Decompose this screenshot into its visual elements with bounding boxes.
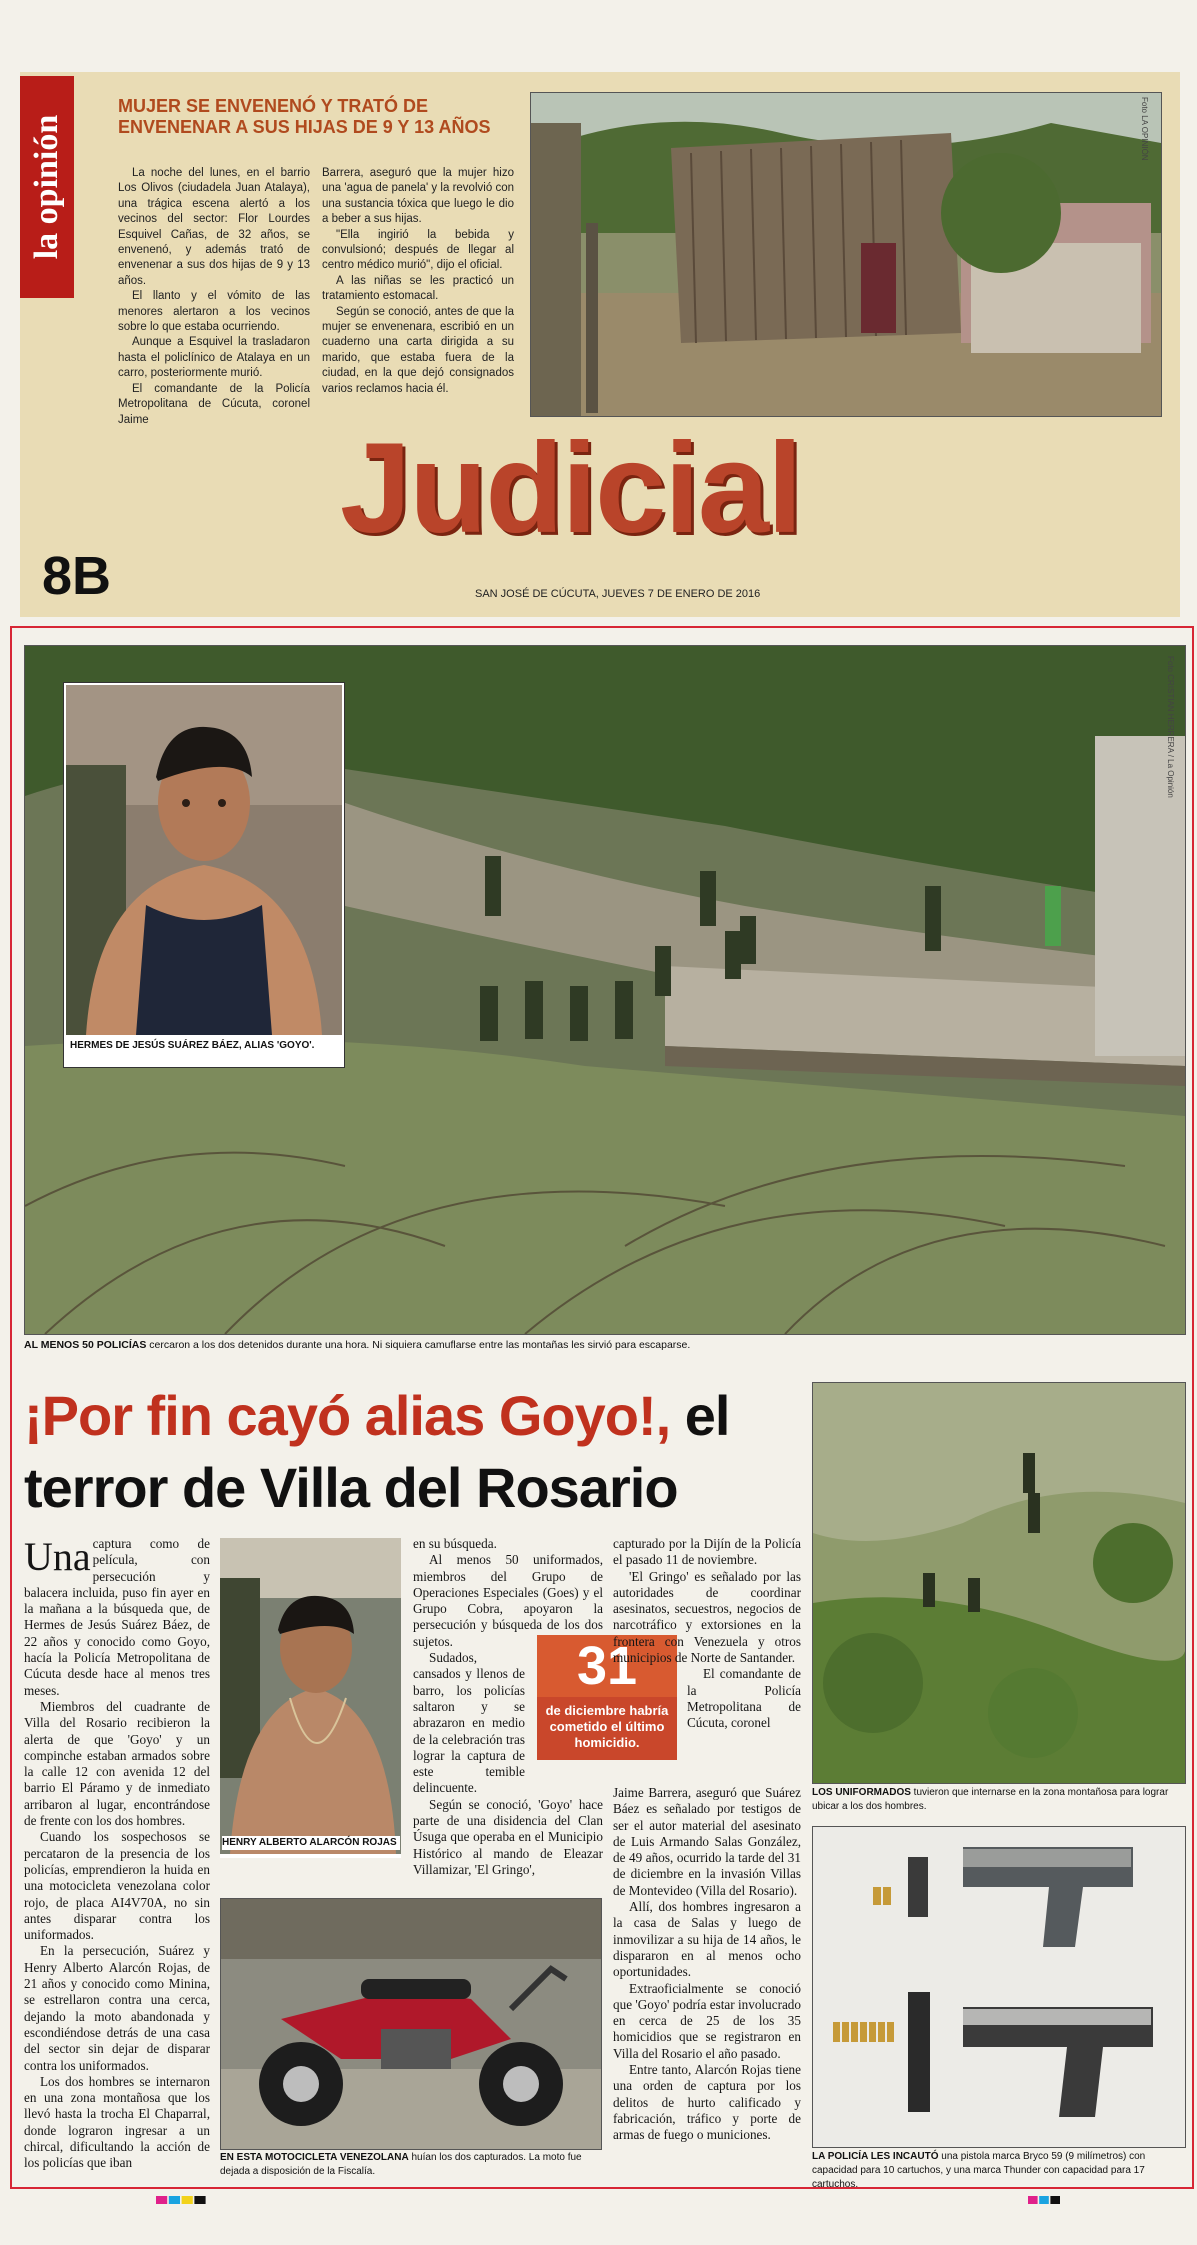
caption-text: cercaron a los dos detenidos durante una hora. Ni siquiera camuflarse entre las montañas les sirvió para escaparse. <box>149 1339 691 1351</box>
paragraph: "Ella ingirió la bebida y convulsionó; después de llegar al centro médico murió", dijo el oficial. <box>322 228 514 272</box>
article-column-1 <box>24 1536 210 2172</box>
paragraph: En la persecución, Suárez y Henry Alberto Alarcón Rojas, de 21 años y conocido como Minina, se estrellaron contra una cerca, dejando la moto abandonada y escondiéndose detrás de una casa del sector sin dejar de disparar contra los uniformados. <box>24 1943 210 2073</box>
caption-lead: LA POLICÍA LES INCAUTÓ <box>812 2151 939 2162</box>
paragraph: en su búsqueda. <box>413 1536 497 1551</box>
weapons-caption <box>812 2150 1184 2192</box>
paragraph: El llanto y el vómito de las menores alertaron a los vecinos sobre lo que estaba ocurriendo. <box>118 290 310 334</box>
paragraph: Entre tanto, Alarcón Rojas tiene una orden de captura por los delitos de hurto calificado y fabricación, tráfico y porte de armas de fuego o municiones. <box>613 2062 801 2143</box>
motorcycle-illustration <box>221 1899 601 2149</box>
photo-credit: Foto CRISTIAN HERRERA / La Opinión <box>1166 656 1175 798</box>
paragraph: Aunque a Esquivel la trasladaron hasta el policlínico de Atalaya en un carro, posteriormente murió. <box>118 336 310 380</box>
paragraph: capturado por la Dijín de la Policía el pasado 11 de noviembre. <box>613 1536 801 1568</box>
paragraph: La noche del lunes, en el barrio Los Olivos (ciudadela Juan Atalaya), una trágica escena alertó a los vecinos del sector: Flor Lourdes Esquivel Cañas, de 32 años, se envenenó, y además trató de envenenar a sus dos hijas de 9 y 13 años. <box>118 167 310 287</box>
pull-quote-text: de diciembre habría cometido el último homicidio. <box>545 1703 669 1750</box>
paragraph: A las niñas se les practicó un tratamiento estomacal. <box>322 274 514 303</box>
drop-cap: Una <box>24 1534 91 1579</box>
top-story-column-1 <box>118 166 310 428</box>
paragraph: Según se conoció, antes de que la mujer se envenenara, escribió en un cuaderno una carta dirigida a su marido, que estaba fuera de la ciudad, en la que dejó consignados varios reclamos hacia él. <box>322 305 514 395</box>
dateline: SAN JOSÉ DE CÚCUTA, JUEVES 7 DE ENERO DE 2016 <box>475 588 761 600</box>
weapons-photo <box>812 1826 1186 2148</box>
caption-text: huían los dos capturados. La moto fue dejada a disposición de la Fiscalía. <box>220 2152 582 2177</box>
hillside-illustration <box>813 1383 1185 1783</box>
weapons-illustration <box>813 1827 1185 2147</box>
henry-portrait <box>220 1538 401 1854</box>
shack-illustration <box>531 93 1161 416</box>
goyo-portrait <box>66 685 342 1035</box>
hero-caption <box>24 1338 1024 1352</box>
paragraph: Los dos hombres se internaron en una zona montañosa que los llevó hasta la trocha El Chaparral, donde lograron ingresar a un chircal, dificultando la acción de los policías que iban <box>24 2073 210 2171</box>
paragraph: El comandante de la Policía Metropolitana de Cúcuta, coronel <box>687 1666 801 1731</box>
top-story-headline: MUJER SE ENVENENÓ Y TRATÓ DE ENVENENAR A SUS HIJAS DE 9 Y 13 AÑOS <box>118 96 491 137</box>
article-column-3-bottom <box>613 1785 801 2144</box>
paragraph: Miembros del cuadrante de Villa del Rosario recibieron la alerta de que 'Goyo' y un compinche estaban armados sobre la calle 12 con avenida 12 del barrio El Páramo y de inmediato arribaron al lugar, encontrándose de frente con los dos hombres. <box>24 1698 210 1829</box>
paragraph: Jaime Barrera, aseguró que Suárez Báez es señalado por testigos de ser el autor material del asesinato de Luis Armando Salas González, de 49 años, ocurrido la tarde del 31 de diciembre en la invasión Villas de Montevideo (Villa del Rosario). <box>613 1785 801 1898</box>
paragraph: Barrera, aseguró que la mujer hizo una 'agua de panela' y la revolvió con una sustancia tóxica que luego le dio a beber a sus hijas. <box>322 167 514 226</box>
headline-red-part: ¡Por fin cayó alias Goyo!, <box>24 1384 671 1447</box>
article-headline <box>24 1380 804 1524</box>
color-registration-bar <box>24 2196 1184 2204</box>
shack-photo <box>530 92 1162 417</box>
caption-lead: EN ESTA MOTOCICLETA VENEZOLANA <box>220 2152 409 2163</box>
paragraph: El comandante de la Policía Metropolitana de Cúcuta, coronel Jaime <box>118 382 310 426</box>
caption-lead: AL MENOS 50 POLICÍAS <box>24 1339 147 1351</box>
motorcycle-caption <box>220 2151 610 2179</box>
caption-text: tuvieron que internarse en la zona montañosa para lograr ubicar a los dos hombres. <box>812 1787 1169 1812</box>
caption-lead: LOS UNIFORMADOS <box>812 1787 911 1798</box>
paragraph: Según se conoció, 'Goyo' hace parte de una disidencia del Clan Úsuga que operaba en el Municipio Histórico al mando de Eleazar Villamizar, 'El Gringo', <box>413 1796 603 1877</box>
motorcycle-photo <box>220 1898 602 2150</box>
goyo-portrait-frame <box>64 683 344 1067</box>
newspaper-brand <box>20 76 74 298</box>
pull-quote-number: 31 <box>537 1635 677 1697</box>
paragraph: Allí, dos hombres ingresaron a la casa de Salas y luego de inmovilizar a su hija de 14 años, le dispararon en al menos ocho oportunidades. <box>613 1899 801 1980</box>
photo-credit: Foto LA OPINIÓN <box>1140 97 1149 161</box>
page-number: 8B <box>42 546 112 606</box>
paragraph: Cuando los sospechosos se percataron de la presencia de los policías, emprendieron la huida en una motocicleta venezolana color rojo, de placa AI4V70A, no sin antes disparar contra los uniformados. <box>24 1829 210 1943</box>
henry-photo-frame <box>220 1538 401 1858</box>
hillside-caption <box>812 1786 1184 1814</box>
paragraph: Al menos 50 uniformados, miembros del Grupo de Operaciones Especiales (Goes) y el Grupo Cobra, apoyaron la persecución y búsqueda de los dos sujetos. <box>413 1552 603 1649</box>
henry-caption: HENRY ALBERTO ALARCÓN ROJAS <box>222 1836 400 1850</box>
paragraph-text: captura como de película, con persecución y balacera incluida, puso fin ayer en la mañana a la búsqueda que, de Hermes de Jesús Suárez Báez, de 22 años y conocido como Goyo, hacía la Policía Metropolitana de Cúcuta desde hace al menos tres meses. <box>24 1536 210 1698</box>
headline-black-part: el terror de Villa del Rosario <box>24 1384 730 1519</box>
caption-text: una pistola marca Bryco 59 (9 milímetros) con capacidad para 10 cartuchos, y una marca Thunder con capacidad para 17 cartuchos. <box>812 2151 1146 2190</box>
section-title: Judicial <box>340 417 801 560</box>
paragraph: 'El Gringo' es señalado por las autoridades de coordinar asesinatos, secuestros, negocios de narcotráfico y extorsiones en la frontera con Venezuela y otros municipios de Norte de Santander. <box>613 1568 801 1666</box>
inset-caption: HERMES DE JESÚS SUÁREZ BÁEZ, ALIAS 'GOYO'. <box>70 1040 315 1051</box>
article-column-3-top <box>613 1536 801 1732</box>
top-story-column-2 <box>322 166 514 397</box>
paragraph <box>24 1536 210 1699</box>
paragraph: Sudados, cansados y llenos de barro, los policías saltaron y se abrazaron en medio de la celebración tras lograr la captura de este temible delincuente. <box>413 1650 525 1796</box>
brand-label: la opinión <box>28 114 65 260</box>
hillside-photo <box>812 1382 1186 1784</box>
paragraph: Extraoficialmente se conoció que 'Goyo' podría estar involucrado en cerca de 25 de los 35 homicidios que se registraron en Villa del Rosario el año pasado. <box>613 1980 801 2061</box>
